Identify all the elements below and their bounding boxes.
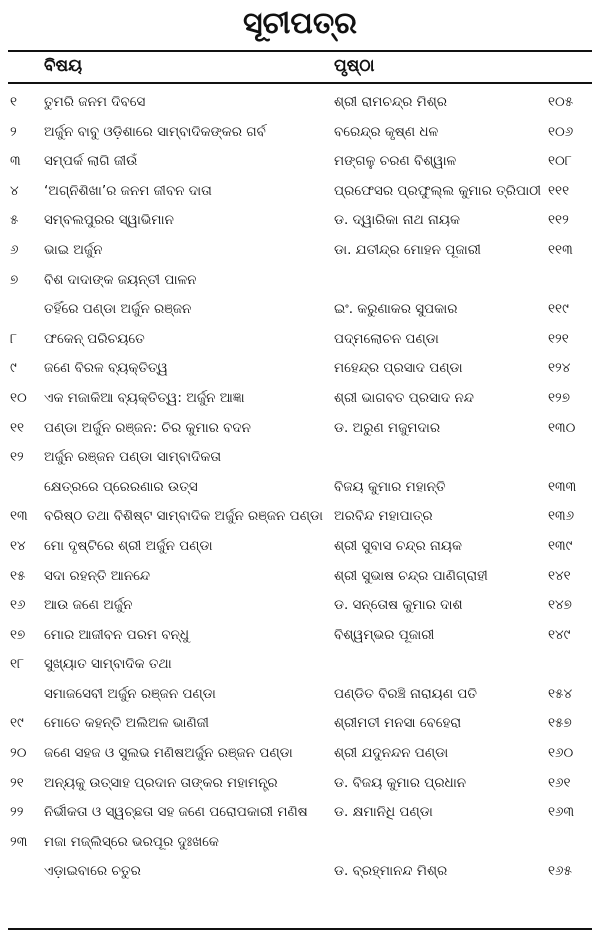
list-item	[0, 473, 600, 503]
entry-title: ଏଡ଼ାଇବାରେ ଚତୁର	[44, 863, 141, 880]
entry-page-number: ୧୫୪	[548, 685, 573, 702]
entry-title: ସଦା ରହନ୍ତି ଆନନ୍ଦେ	[44, 567, 151, 584]
list-item	[0, 414, 600, 444]
entry-number: ୧୫	[10, 567, 26, 584]
entry-page-number: ୧୧୨	[548, 212, 569, 229]
entry-author: ବିଶ୍ୱମ୍ଭର ପୂଜାରୀ	[334, 626, 435, 643]
entry-author: ବରେନ୍ଦ୍ର କୃଷ୍ଣ ଧଳ	[334, 123, 439, 140]
entry-author: ଶ୍ରୀମତୀ ମନସା ବେହେରା	[334, 715, 462, 732]
entry-page-number: ୧୧୩	[548, 241, 573, 258]
entry-title: ତହିଁରେ ପଣ୍ଡା ଅର୍ଜୁନ ରଞ୍ଜନ	[44, 301, 192, 318]
list-item	[0, 769, 600, 799]
entry-author: ଇଂ. କରୁଣାକର ସୁପକାର	[334, 301, 458, 318]
entry-page-number: ୧୨୭	[548, 389, 571, 406]
list-item	[0, 443, 600, 473]
entry-page-number: ୧୪୧	[548, 567, 571, 584]
list-item	[0, 236, 600, 266]
list-item	[0, 532, 600, 562]
entry-title: ଅର୍ଜୁନ ବାବୁ ଓଡ଼ିଶାରେ ସାମ୍ବାଦିକଙ୍କର ଗର୍ବ	[44, 123, 266, 140]
list-item	[0, 266, 600, 296]
entry-author: ଶ୍ରୀ ଯଦୁନନ୍ଦନ ପଣ୍ଡା	[334, 745, 449, 762]
entry-title: ପଣ୍ଡା ଅର୍ଜୁନ ରଞ୍ଜନ: ଚିର କୁମାର ବଦନ	[44, 419, 251, 436]
entry-number: ୧୩	[10, 508, 28, 525]
entry-number: ୨୧	[10, 774, 24, 791]
entry-page-number: ୧୦୫	[548, 94, 574, 110]
entry-title: ବରିଷ୍ଠ ତଥା ବିଶିଷ୍ଟ ସାମ୍ବାଦିକ ଅର୍ଜୁନ ରଞ୍ଜନ ପଣ୍ଡା	[44, 508, 324, 525]
entry-page-number: ୧୬୩	[548, 804, 575, 821]
list-item	[0, 709, 600, 739]
entry-number: ୬	[10, 241, 19, 258]
entry-page-number: ୧୧୯	[548, 301, 569, 318]
entry-title: ସମାଜସେବୀ ଅର୍ଜୁନ ରଞ୍ଜନ ପଣ୍ଡା	[44, 685, 216, 702]
entry-page-number: ୧୩୬	[548, 508, 575, 525]
entry-number: ୭	[10, 271, 19, 288]
list-item	[0, 739, 600, 769]
list-item	[0, 798, 600, 828]
entry-page-number: ୧୪୯	[548, 626, 571, 643]
entry-author: ମଙ୍ଗଳୁ ଚରଣ ବିଶ୍ୱାଳ	[334, 153, 457, 170]
entry-title: ଫକେନ୍ ପରିଚୟତେ	[44, 330, 145, 347]
entry-title: ତୁମରି ଜନମ ଦିବସେ	[44, 94, 146, 110]
entry-author: ଡ. ଦ୍ୱାରିକା ନାଥ ନାୟକ	[334, 212, 460, 229]
entry-number: ୨୨	[10, 804, 24, 821]
entry-page-number: ୧୦୬	[548, 123, 574, 140]
contents-list	[0, 88, 600, 887]
list-item	[0, 88, 600, 118]
entry-title: ‘ଅଗ୍ନିଶିଖା’ର ଜନମ ଜୀବନ ଦାତା	[44, 182, 212, 199]
entry-page-number: ୧୬୧	[548, 774, 571, 791]
entry-title: ସମ୍ବଲପୁରର ସ୍ୱାଭିମାନ	[44, 212, 174, 229]
list-item	[0, 354, 600, 384]
entry-author: ଡ. ବ୍ରହ୍ମାନନ୍ଦ ମିଶ୍ର	[334, 863, 448, 880]
entry-number: ୧୮	[10, 656, 25, 673]
entry-number: ୧୯	[10, 715, 24, 732]
entry-number: ୧୨	[10, 449, 24, 466]
entry-page-number: ୧୨୧	[548, 330, 569, 347]
list-item	[0, 562, 600, 592]
list-item	[0, 680, 600, 710]
entry-page-number: ୧୪୭	[548, 597, 572, 614]
entry-title: ଏକ ମଜାକିଆ ବ୍ୟକ୍ତିତ୍ୱ: ଅର୍ଜୁନ ଆଜ୍ଞା	[44, 389, 245, 406]
bottom-divider	[8, 928, 592, 930]
entry-author: ଡ. ଅରୁଣ ମଜୁମଦାର	[334, 419, 441, 436]
entry-page-number: ୧୧୧	[548, 182, 570, 199]
entry-number: ୮	[10, 330, 18, 347]
entry-title: ବିଶ ଦାଦାଙ୍କ ଜୟନ୍ତୀ ପାଳନ	[44, 271, 197, 288]
entry-author: ଡ. ବିଜୟ କୁମାର ପ୍ରଧାନ	[334, 774, 467, 791]
entry-page-number: ୧୬୦	[548, 745, 574, 762]
entry-author: ବିଜୟ କୁମାର ମହାନ୍ତି	[334, 478, 446, 495]
list-item	[0, 384, 600, 414]
page-column-header: ପୃଷ୍ଠା	[334, 56, 375, 76]
top-divider	[8, 50, 592, 52]
entry-author: ଶ୍ରୀ ସୁବାସ ଚନ୍ଦ୍ର ନାୟକ	[334, 537, 462, 554]
entry-title: ଅନ୍ୟକୁ ଉତ୍ସାହ ପ୍ରଦାନ ତାଙ୍କର ମହାମନ୍ତ୍ର	[44, 774, 278, 791]
entry-author: ଡା. ଯତୀନ୍ଦ୍ର ମୋହନ ପୂଜାରୀ	[334, 241, 481, 258]
entry-number: ୯	[10, 360, 17, 377]
entry-title: କ୍ଷେତ୍ରରେ ପ୍ରେରଣାର ଉତ୍ସ	[44, 478, 198, 495]
entry-number: ୩	[10, 153, 21, 170]
list-item	[0, 502, 600, 532]
column-header-row	[0, 56, 600, 80]
list-item	[0, 147, 600, 177]
entry-number: ୧୦	[10, 389, 27, 406]
entry-number: ୧୪	[10, 537, 26, 554]
list-item	[0, 206, 600, 236]
list-item	[0, 177, 600, 207]
entry-author: ଅରବିନ୍ଦ ମହାପାତ୍ର	[334, 508, 433, 525]
entry-author: ଶ୍ରୀ ରାମଚନ୍ଦ୍ର ମିଶ୍ର	[334, 94, 448, 110]
page-title: ସୂଚୀପତ୍ର	[243, 6, 357, 41]
list-item	[0, 828, 600, 858]
entry-number: ୧	[10, 94, 18, 110]
list-item	[0, 325, 600, 355]
entry-author: ପଦ୍ମଲୋଚନ ପଣ୍ଡା	[334, 330, 439, 347]
list-item	[0, 650, 600, 680]
entry-title: ମଜା ମଜ୍ଲିସ୍‌ରେ ଭରପୂର ଦୁଃଖକେ	[44, 833, 219, 850]
entry-title: ଜଣେ ବିରଳ ବ୍ୟକ୍ତିତ୍ୱ	[44, 360, 168, 377]
entry-author: ମହେନ୍ଦ୍ର ପ୍ରସାଦ ପଣ୍ଡା	[334, 360, 463, 377]
entry-title: ସୁଖ୍ୟାତ ସାମ୍ବାଦିକ ତଥା	[44, 656, 172, 673]
subject-column-header: ବିଷୟ	[44, 56, 83, 76]
entry-title: ଭାଇ ଅର୍ଜୁନ	[44, 241, 103, 258]
entry-number: ୧୬	[10, 597, 26, 614]
entry-author: ଡ. ସନ୍ତୋଷ କୁମାର ଦାଶ	[334, 597, 463, 614]
entry-number: ୨	[10, 123, 17, 140]
entry-number: ୧୧	[10, 419, 25, 436]
entry-page-number: ୧୩୩	[548, 478, 577, 495]
entry-author: ପ୍ରଫେସର ପ୍ରଫୁଲ୍ଲ କୁମାର ତ୍ରିପାଠୀ	[334, 182, 542, 199]
entry-author: ଡ. କ୍ଷମାନିଧି ପଣ୍ଡା	[334, 804, 433, 821]
entry-title: ମୋତେ କହନ୍ତି ଅଲିଅଳ ଭାଣିଜୀ	[44, 715, 209, 732]
list-item	[0, 591, 600, 621]
entry-page-number: ୧୨୪	[548, 360, 571, 377]
list-item	[0, 621, 600, 651]
entry-author: ଶ୍ରୀ ଭାଗବତ ପ୍ରସାଦ ନନ୍ଦ	[334, 389, 474, 406]
entry-page-number: ୧୬୫	[548, 863, 572, 880]
entry-number: ୪	[10, 182, 19, 199]
entry-page-number: ୧୩୯	[548, 537, 573, 554]
entry-title: ନିର୍ଭୀକତା ଓ ସ୍ୱଚ୍ଛତା ସହ ଜଣେ ପରୋପକାରୀ ମଣିଷ	[44, 804, 308, 821]
entry-title: ମୋ ଦୃଷ୍ଟିରେ ଶ୍ରୀ ଅର୍ଜୁନ ପଣ୍ଡା	[44, 537, 213, 554]
entry-title: ସମ୍ପର୍କ ଲାଗି ଜୀଉଁ	[44, 153, 138, 170]
entry-title: ମୋର ଆଜୀବନ ପରମ ବନ୍ଧୁ	[44, 626, 189, 643]
list-item	[0, 295, 600, 325]
list-item	[0, 118, 600, 148]
entry-page-number: ୧୩୦	[548, 419, 576, 436]
entry-page-number: ୧୦୮	[548, 153, 572, 170]
list-item	[0, 857, 600, 887]
entry-title: ଆଉ ଜଣେ ଅର୍ଜୁନ	[44, 597, 133, 614]
entry-title: ଅର୍ଜୁନ ରଞ୍ଜନ ପଣ୍ଡା ସାମ୍ବାଦିକତା	[44, 449, 222, 466]
header-divider	[8, 82, 592, 84]
entry-number: ୫	[10, 212, 19, 229]
entry-number: ୨୩	[10, 833, 28, 850]
entry-page-number: ୧୫୭	[548, 715, 572, 732]
entry-title: ଜଣେ ସହଜ ଓ ସୁଲଭ ମଣିଷଅର୍ଜୁନ ରଞ୍ଜନ ପଣ୍ଡା	[44, 745, 293, 762]
entry-number: ୧୭	[10, 626, 26, 643]
entry-number: ୨୦	[10, 745, 27, 762]
entry-author: ଶ୍ରୀ ସୁଭାଷ ଚନ୍ଦ୍ର ପାଣିଗ୍ରାହୀ	[334, 567, 488, 584]
entry-author: ପଣ୍ଡିତ ବିରଞ୍ଚି ନାରାୟଣ ପତି	[334, 685, 478, 702]
